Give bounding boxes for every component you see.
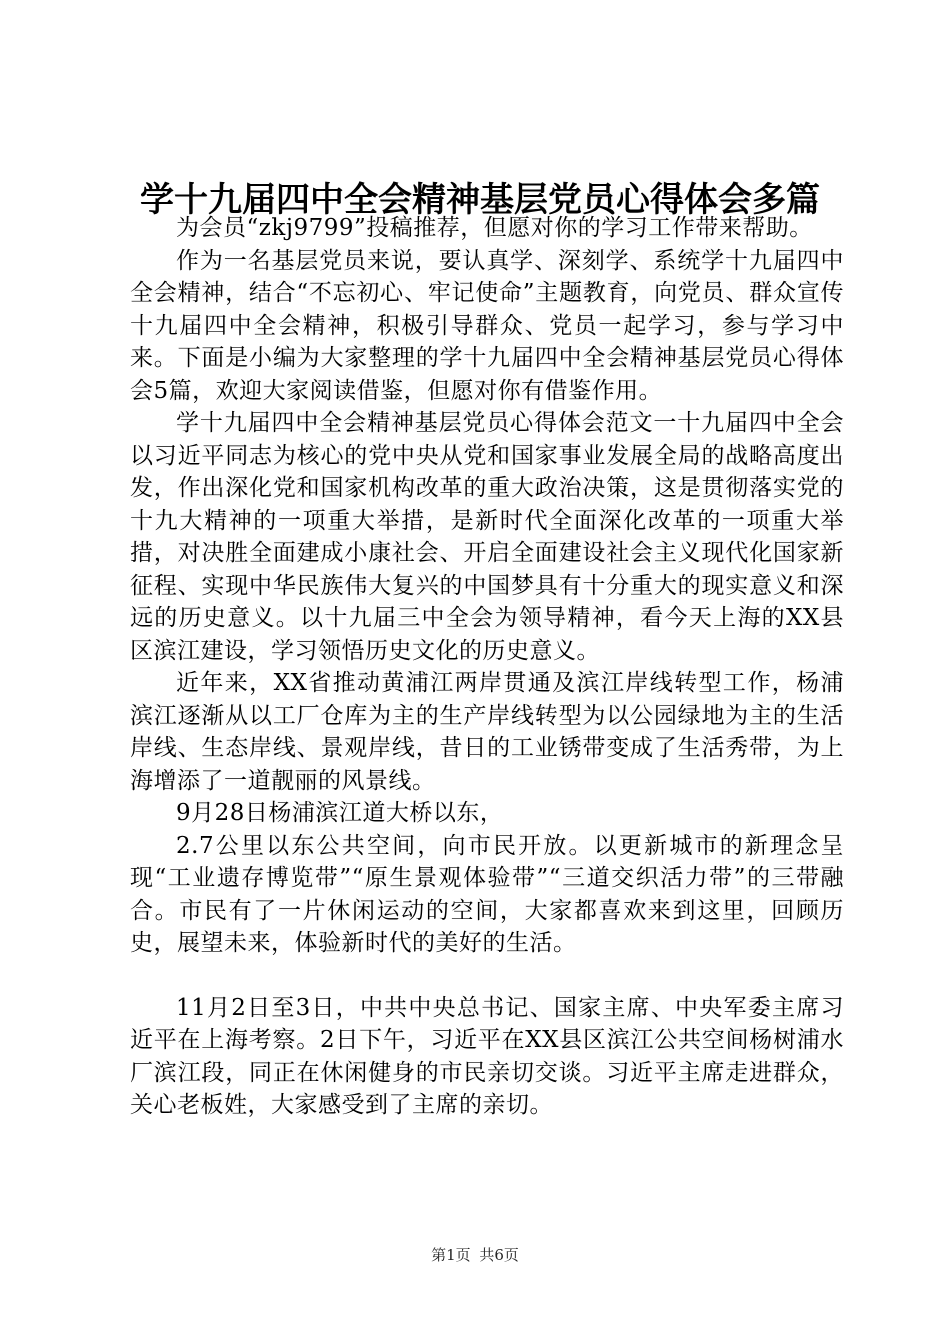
document-body (130, 212, 844, 1122)
paragraph-inspection: 11月2日至3日，中共中央总书记、国家主席、中央军委主席习近平在上海考察。2日下午，习近平在XX县区滨江公共空间杨树浦水厂滨江段，同正在休闲健身的市民亲切交谈。习近平主席走进群众，关心老板姓，大家感受到了主席的亲切。 (130, 994, 844, 1118)
document-title: 学十九届四中全会精神基层党员心得体会多篇 (140, 180, 820, 220)
page-number: 第1页 (431, 1246, 471, 1264)
paragraph-overview: 作为一名基层党员来说，要认真学、深刻学、系统学十九届四中全会精神，结合“不忘初心、牢记使命”主题教育，向党员、群众宣传十九届四中全会精神，积极引导群众、党员一起学习，参与学习中来。下面是小编为大家整理的学十九届四中全会精神基层党员心得体会5篇，欢迎大家阅读借鉴，但愿对你有借鉴作用。 (130, 247, 844, 404)
paragraph-public-space: 2.7公里以东公共空间，向市民开放。以更新城市的新理念呈现“工业遗存博览带”“原生景观体验带”“三道交织活力带”的三带融合。市民有了一片休闲运动的空间，大家都喜欢来到这里，回顾历史，展望未来，体验新时代的美好的生活。 (130, 832, 844, 956)
paragraph-riverside: 近年来，XX省推动黄浦江两岸贯通及滨江岸线转型工作，杨浦滨江逐渐从以工厂仓库为主的生产岸线转型为以公园绿地为主的生活岸线、生态岸线、景观岸线，昔日的工业锈带变成了生活秀带，为上海增添了一道靓丽的风景线。 (130, 670, 844, 794)
paragraph-intro: 为会员“zkj9799”投稿推荐，但愿对你的学习工作带来帮助。 (176, 215, 813, 241)
paragraph-essay-one: 学十九届四中全会精神基层党员心得体会范文一十九届四中全会以习近平同志为核心的党中央从党和国家事业发展全局的战略高度出发，作出深化党和国家机构改革的重大政治决策，这是贯彻落实党的十九大精神的一项重大举措，是新时代全面深化改革的一项重大举措，对决胜全面建成小康社会、开启全面建设社会主义现代化国家新征程、实现中华民族伟大复兴的中国梦具有十分重大的现实意义和深远的历史意义。以十九届三中全会为领导精神，看今天上海的XX县区滨江建设，学习领悟历史文化的历史意义。 (130, 410, 844, 664)
page-footer (0, 1245, 950, 1265)
paragraph-date-sept: 9月28日杨浦滨江道大桥以东， (176, 800, 504, 826)
page-total: 共6页 (479, 1246, 519, 1264)
